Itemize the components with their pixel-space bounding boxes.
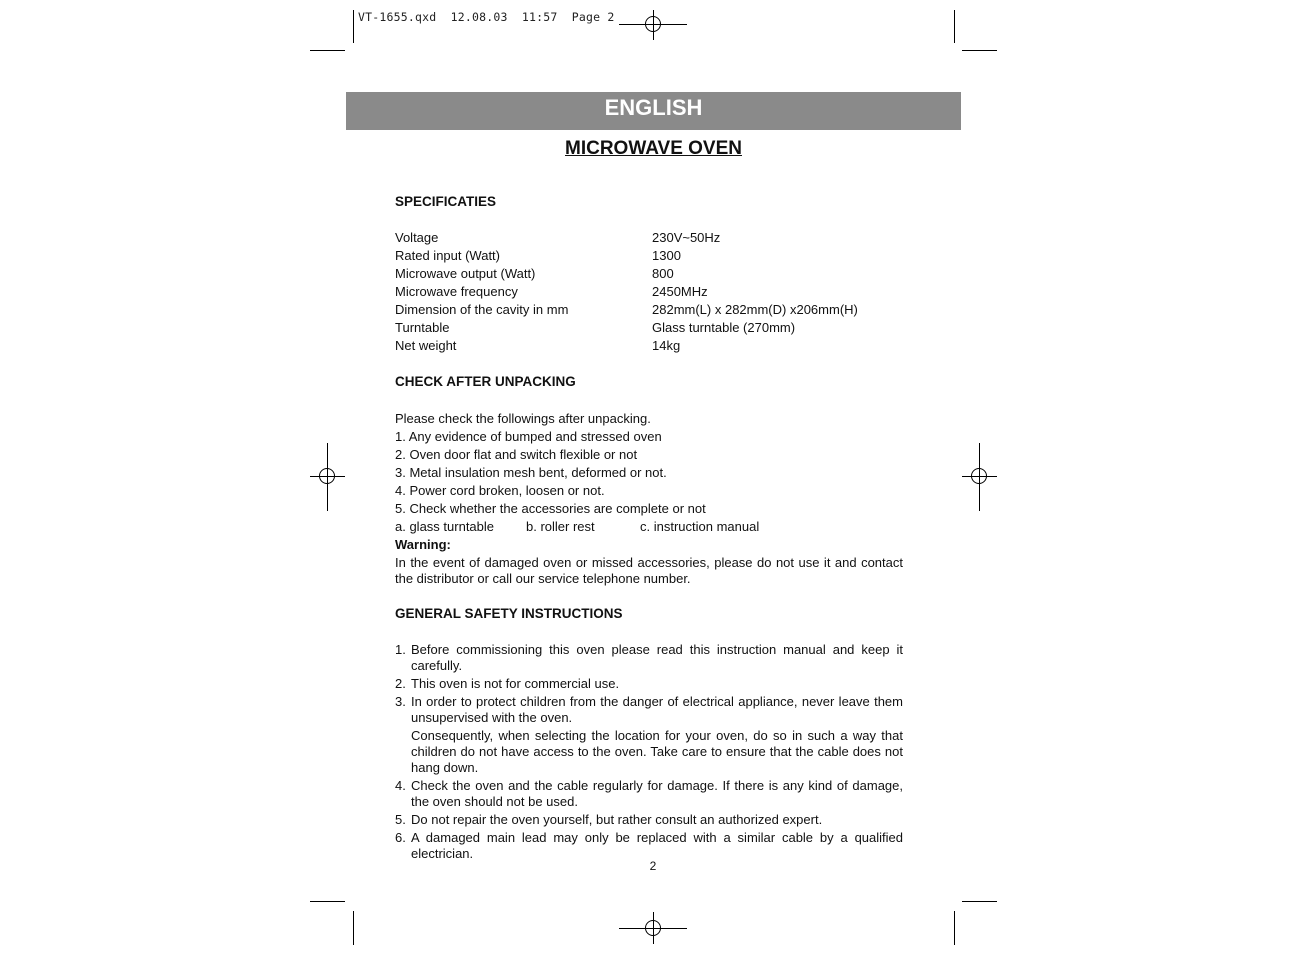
list-item-continuation: Consequently, when selecting the location for your oven, do so in such a way that children do not have access to the oven. Take care to ensure that the cable does not hang down. — [411, 728, 903, 775]
spec-row: Dimension of the cavity in mm 282mm(L) x 282mm(D) x206mm(H) — [395, 302, 858, 317]
check-section — [395, 373, 903, 587]
accessories-list — [395, 518, 903, 536]
list-item: 6. A damaged main lead may only be replaced with a similar cable by a qualified electrician. — [395, 830, 903, 861]
safety-section — [395, 605, 903, 864]
check-heading: CHECK AFTER UNPACKING — [395, 374, 576, 389]
safety-heading: GENERAL SAFETY INSTRUCTIONS — [395, 606, 623, 621]
spec-row: Net weight 14kg — [395, 338, 681, 353]
warning-text: In the event of damaged oven or missed accessories, please do not use it and contact the distributor or call our service telephone number. — [395, 555, 903, 586]
accessory-item: b. roller rest — [526, 519, 595, 534]
list-item: 5. Check whether the accessories are complete or not — [395, 501, 706, 516]
spec-row: Voltage 230V~50Hz — [395, 230, 721, 245]
list-item: 2. Oven door flat and switch flexible or not — [395, 447, 638, 462]
language-banner: ENGLISH — [346, 92, 961, 130]
spec-row: Microwave output (Watt) 800 — [395, 266, 674, 281]
list-item: 3. In order to protect children from the danger of electrical appliance, never leave them unsupervised with the oven. — [395, 694, 903, 725]
spec-row: Turntable Glass turntable (270mm) — [395, 320, 796, 335]
specs-table — [395, 229, 903, 355]
page-number: 2 — [649, 859, 657, 873]
print-slug: VT-1655.qxd 12.08.03 11:57 Page 2 — [358, 10, 615, 24]
specs-heading: SPECIFICATIES — [395, 194, 497, 209]
list-item: 1. Before commissioning this oven please read this instruction manual and keep it carefully. — [395, 642, 903, 673]
check-intro: Please check the followings after unpacking. — [395, 411, 651, 426]
warning-label: Warning: — [395, 537, 451, 552]
list-item: 3. Metal insulation mesh bent, deformed or not. — [395, 465, 667, 480]
list-item: 5. Do not repair the oven yourself, but rather consult an authorized expert. — [395, 812, 823, 827]
accessory-item: a. glass turntable — [395, 519, 495, 534]
spec-row: Rated input (Watt) 1300 — [395, 248, 681, 263]
accessory-item: c. instruction manual — [640, 519, 760, 534]
page-title: MICROWAVE OVEN — [565, 138, 742, 159]
specs-section — [395, 193, 903, 355]
spec-row: Microwave frequency 2450MHz — [395, 284, 708, 299]
list-item: 1. Any evidence of bumped and stressed oven — [395, 429, 662, 444]
list-item: 2. This oven is not for commercial use. — [395, 676, 620, 691]
list-item: 4. Power cord broken, loosen or not. — [395, 483, 605, 498]
list-item: 4. Check the oven and the cable regularly for damage. If there is any kind of damage, the oven should not be used. — [395, 778, 903, 809]
